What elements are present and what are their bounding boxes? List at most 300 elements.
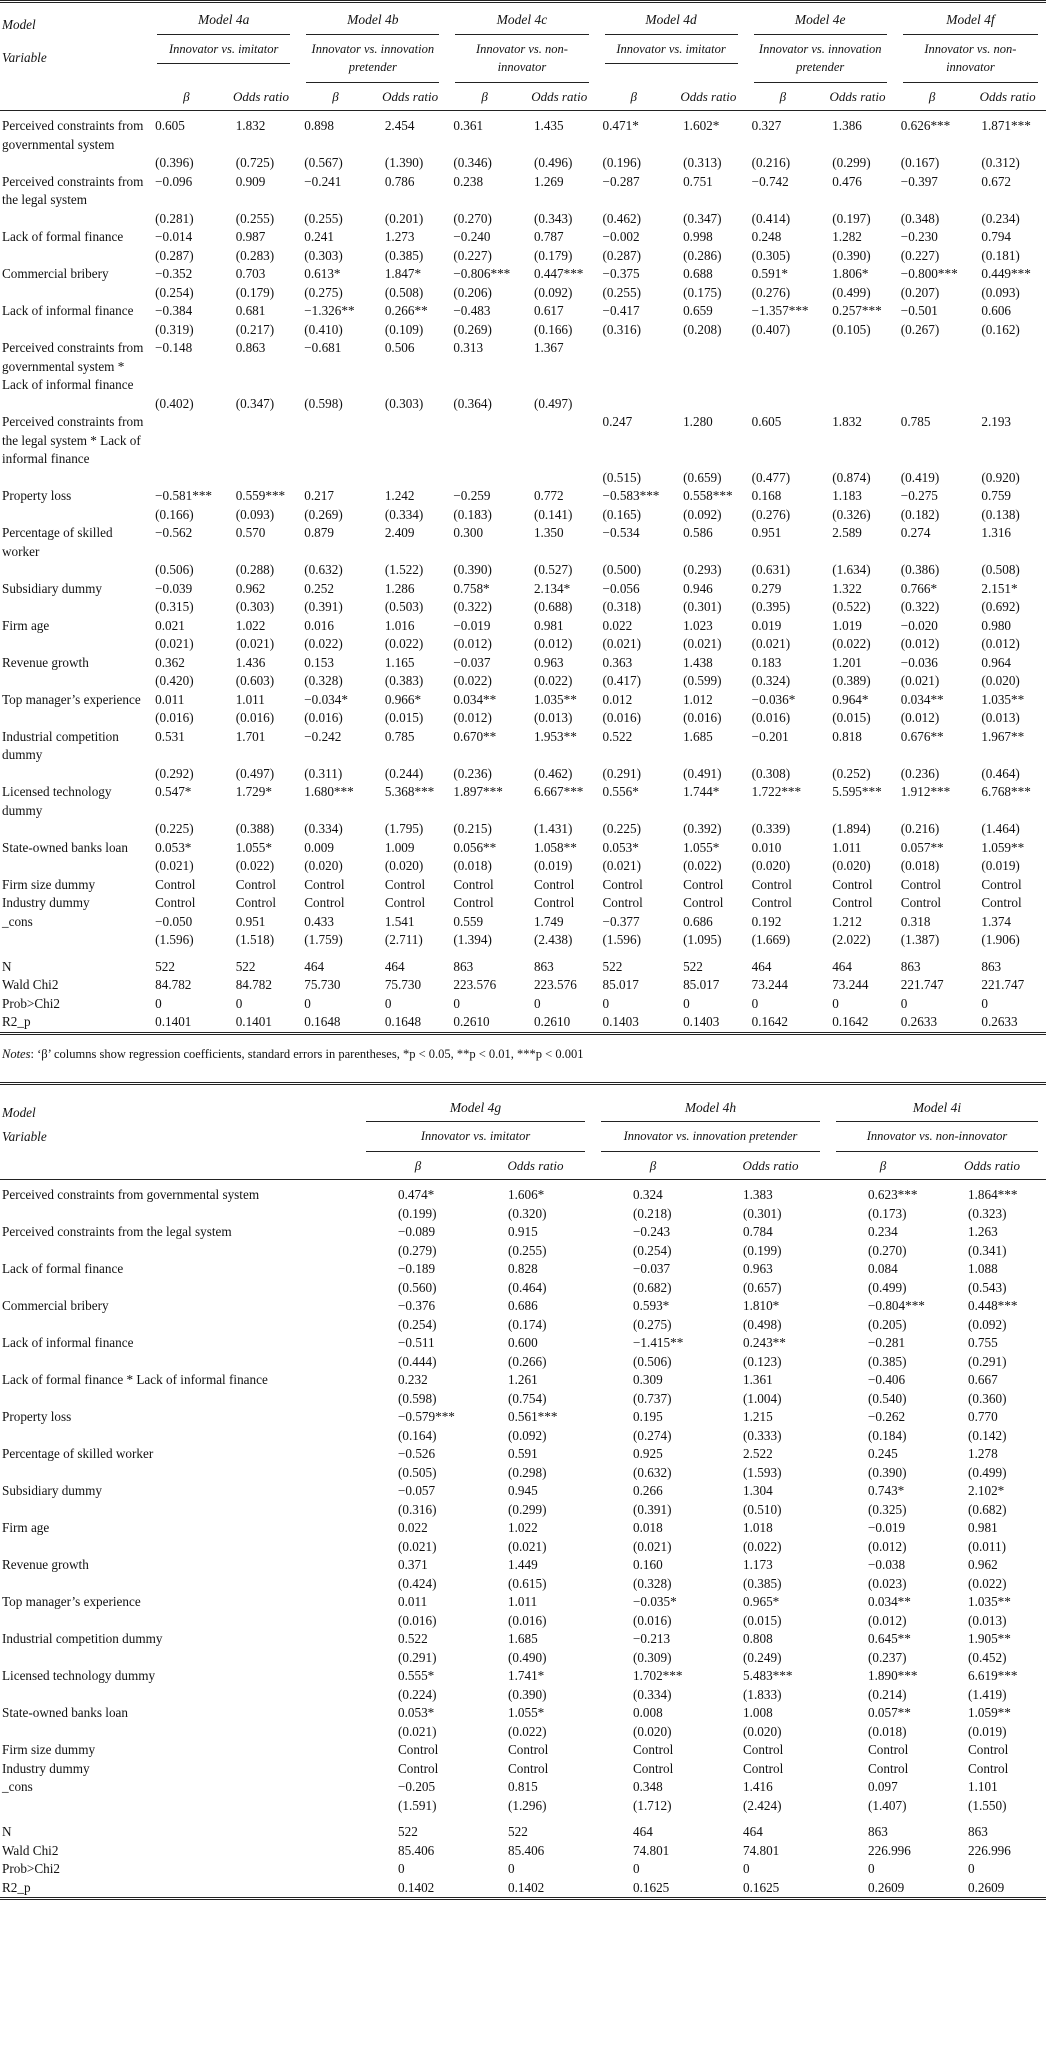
standard-error-value: (0.013) (981, 710, 1020, 725)
coefficient-row (0, 580, 1046, 599)
standard-error-value: (0.012) (868, 1612, 907, 1628)
coefficient-row (0, 1667, 1046, 1686)
statistic-value: 0 (868, 1861, 875, 1876)
coefficient-value: 0.447*** (533, 266, 584, 281)
statistic-value: 0.1401 (155, 1014, 192, 1029)
coefficient-value: −0.581*** (155, 488, 213, 503)
coefficient-value: −0.243 (633, 1224, 671, 1239)
standard-error-value: (0.343) (533, 210, 573, 226)
coefficient-value: Control (235, 876, 276, 892)
standard-error-value: (0.182) (900, 506, 940, 522)
stub-empty (0, 1723, 358, 1742)
standard-error-value: (0.018) (900, 858, 940, 873)
model-statistic-row (0, 1842, 1046, 1861)
variable-label: State-owned banks loan (2, 1705, 128, 1720)
coefficient-value: Control (868, 1760, 909, 1776)
standard-error-value: (0.328) (633, 1575, 672, 1591)
standard-error-value: (0.179) (235, 284, 275, 300)
coefficient-value: 0.555* (398, 1668, 435, 1683)
standard-error-value: (0.015) (832, 710, 871, 725)
standard-error-value: (1.906) (981, 932, 1020, 947)
statistic-value: 522 (683, 958, 703, 974)
statistic-value: 0.1625 (743, 1879, 780, 1895)
standard-error-row (0, 1242, 1046, 1261)
standard-error-value: (1.431) (533, 821, 573, 836)
beta-column-header: β (746, 83, 821, 111)
stub-empty (0, 395, 149, 414)
coefficient-value: 1.035** (981, 691, 1025, 707)
statistic-value: 0 (900, 995, 908, 1011)
coefficient-value: 6.667*** (533, 784, 584, 799)
coefficient-value: −0.579*** (398, 1409, 455, 1424)
coefficient-value: 0.053* (602, 839, 639, 855)
standard-error-value: (0.217) (235, 321, 275, 337)
coefficient-value: 0.606 (981, 303, 1012, 318)
model-header (828, 1083, 1046, 1122)
standard-error-value: (0.164) (398, 1427, 437, 1443)
model-name: Model 4e (754, 11, 887, 35)
coefficient-row (0, 1445, 1046, 1464)
comparison-label: Innovator vs. imitator (605, 35, 738, 65)
statistic-value: 522 (235, 958, 256, 974)
standard-error-value: (0.165) (602, 506, 641, 522)
standard-error-value: (0.631) (751, 562, 791, 577)
coefficient-value (895, 339, 970, 395)
standard-error-value: (1.795) (384, 821, 424, 836)
coefficient-value: Control (683, 876, 724, 892)
standard-error-value: (0.301) (683, 599, 722, 614)
coefficient-value (149, 413, 224, 469)
standard-error-value: (0.021) (602, 636, 641, 651)
standard-error-value: (0.388) (235, 821, 275, 836)
standard-error-value: (0.301) (743, 1205, 782, 1221)
standard-error-value: (0.092) (968, 1316, 1007, 1332)
coefficient-value: −0.804*** (868, 1298, 925, 1313)
statistic-value: 84.782 (155, 977, 192, 992)
coefficient-value: −0.035* (633, 1594, 677, 1609)
standard-error-value: (0.657) (743, 1279, 782, 1295)
coefficient-value: Control (633, 1760, 674, 1776)
statistic-value: 85.017 (602, 977, 639, 992)
standard-error-value: (0.510) (743, 1501, 782, 1517)
coefficient-value: 1.201 (832, 654, 862, 670)
statistic-value: 0.2609 (968, 1879, 1005, 1895)
standard-error-value: (0.183) (453, 506, 492, 522)
standard-error-value: (0.385) (384, 247, 424, 263)
standard-error-value: (1.669) (751, 932, 791, 947)
variable-label: Lack of informal finance (2, 1335, 134, 1350)
model-header (593, 1083, 828, 1122)
coefficient-value: 1.374 (981, 913, 1012, 929)
statistic-value: 522 (398, 1824, 418, 1839)
standard-error-value: (0.598) (304, 395, 343, 411)
coefficient-row (0, 894, 1046, 913)
standard-error-value: (0.020) (633, 1723, 672, 1739)
coefficient-row (0, 876, 1046, 895)
stub-empty (0, 1464, 358, 1483)
statistic-value: 75.730 (304, 977, 341, 992)
standard-error-value: (0.021) (235, 636, 275, 651)
coefficient-value: 0.021 (155, 617, 185, 633)
coefficient-value: −0.037 (453, 654, 491, 670)
coefficient-value: −0.038 (868, 1557, 906, 1572)
coefficient-row (0, 839, 1046, 858)
standard-error-value: (0.175) (683, 284, 722, 300)
statistic-label: Wald Chi2 (2, 1842, 59, 1858)
variable-label: Top manager’s experience (2, 1594, 141, 1609)
coefficient-value: −0.583*** (602, 488, 660, 503)
standard-error-value: (0.390) (453, 562, 492, 577)
standard-error-value: (0.015) (743, 1612, 782, 1628)
coefficient-value: 1.101 (968, 1779, 998, 1794)
standard-error-value: (0.303) (304, 247, 343, 263)
standard-error-value: (0.013) (533, 710, 573, 725)
stub-empty (0, 210, 149, 229)
odds-ratio-column-header: Odds ratio (969, 83, 1046, 111)
statistic-value: 0 (981, 995, 988, 1011)
statistic-value: 226.996 (968, 1842, 1011, 1858)
statistic-value: 0 (968, 1861, 975, 1876)
statistic-value: 223.576 (533, 977, 577, 992)
standard-error-value: (0.255) (304, 210, 343, 226)
coefficient-value: 1.685 (683, 728, 713, 744)
coefficient-value: −0.562 (155, 525, 193, 540)
coefficient-value: 0.232 (398, 1372, 428, 1387)
coefficient-value: 1.088 (968, 1261, 998, 1276)
coefficient-value: 0.506 (384, 340, 415, 355)
coefficient-value: 2.102* (968, 1483, 1005, 1498)
model-name: Model 4c (455, 11, 588, 35)
coefficient-value: 0.600 (508, 1335, 538, 1350)
model-header (746, 2, 895, 35)
coefficient-row (0, 524, 1046, 561)
coefficient-value: 0.863 (235, 340, 266, 355)
coefficient-value: 0.243** (743, 1335, 786, 1350)
statistic-value: 85.406 (398, 1842, 435, 1858)
coefficient-value: 1.173 (743, 1557, 773, 1572)
coefficient-value (671, 339, 746, 395)
coefficient-value: 0.018 (633, 1520, 663, 1535)
standard-error-value: (0.515) (602, 469, 641, 485)
standard-error-value: (0.498) (743, 1316, 782, 1332)
standard-error-value: (0.328) (304, 673, 343, 688)
coefficient-value: 0.755 (968, 1335, 998, 1350)
standard-error-value: (0.218) (633, 1205, 672, 1221)
coefficient-value: 1.278 (968, 1446, 998, 1461)
standard-error-value: (0.092) (508, 1427, 547, 1443)
odds-ratio-column-header: Odds ratio (820, 83, 895, 111)
coefficient-value: −0.050 (155, 913, 193, 929)
standard-error-value: (0.141) (533, 506, 573, 522)
coefficient-value: −0.384 (155, 303, 193, 318)
standard-error-value: (0.021) (155, 858, 194, 873)
standard-error-value: (0.022) (968, 1575, 1007, 1591)
model-header (298, 2, 447, 35)
coefficient-value: 0.962 (968, 1557, 998, 1572)
model-statistic-row (0, 950, 1046, 977)
variable-label: Firm age (2, 1520, 50, 1535)
standard-error-value (969, 395, 1046, 414)
beta-column-header: β (298, 83, 373, 111)
model-statistic-row (0, 1815, 1046, 1842)
coefficient-value: 1.416 (743, 1779, 773, 1794)
statistic-value: 0.1642 (751, 1014, 788, 1029)
coefficient-row (0, 1593, 1046, 1612)
standard-error-row (0, 598, 1046, 617)
standard-error-value: (0.316) (602, 321, 641, 337)
coefficient-value: 0.963 (743, 1261, 773, 1276)
coefficient-value: −0.376 (398, 1298, 436, 1313)
standard-error-value: (0.022) (384, 636, 424, 651)
statistic-value: 223.576 (453, 977, 497, 992)
standard-error-value: (0.420) (155, 673, 194, 688)
standard-error-value (820, 395, 895, 414)
statistic-value: 464 (743, 1824, 763, 1839)
standard-error-value: (0.291) (398, 1649, 437, 1665)
stub-empty (0, 1538, 358, 1557)
coefficient-value: Control (398, 1742, 439, 1757)
coefficient-value: 0.266 (633, 1483, 663, 1498)
stub-model-label: Model (2, 1104, 36, 1120)
standard-error-value: (0.682) (968, 1501, 1007, 1517)
standard-error-value: (0.020) (832, 858, 871, 873)
standard-error-value: (0.389) (832, 673, 871, 688)
coefficient-value: 0.558*** (683, 488, 733, 503)
standard-error-value: (0.692) (981, 599, 1020, 614)
standard-error-row (0, 321, 1046, 340)
coefficient-value: 0.474* (398, 1187, 435, 1202)
coefficient-value: 0.770 (968, 1409, 998, 1424)
coefficient-value: 0.645** (868, 1631, 911, 1646)
standard-error-value: (0.020) (743, 1723, 782, 1739)
coefficient-value: 0.531 (155, 728, 185, 744)
statistic-value: 863 (868, 1824, 888, 1839)
standard-error-value: (1.550) (968, 1797, 1007, 1813)
stub-empty (0, 1797, 358, 1816)
coefficient-value: Control (453, 895, 494, 910)
standard-error-value: (0.464) (508, 1279, 547, 1295)
variable-label: Industry dummy (2, 1760, 90, 1776)
standard-error-value: (0.216) (900, 821, 940, 836)
coefficient-value: Control (900, 895, 942, 910)
statistic-value: 522 (155, 958, 175, 974)
coefficient-value: 1.058** (533, 839, 577, 855)
coefficient-value: 1.953** (533, 728, 577, 744)
statistic-value: 863 (968, 1824, 988, 1839)
header-row-models (0, 1083, 1046, 1122)
standard-error-row (0, 1279, 1046, 1298)
comparison-header (746, 35, 895, 83)
standard-error-row (0, 1501, 1046, 1520)
standard-error-value: (0.754) (508, 1390, 547, 1406)
coefficient-value: Control (743, 1760, 784, 1776)
coefficient-value: 0.759 (981, 488, 1012, 503)
coefficient-value: −0.275 (900, 488, 938, 503)
standard-error-value: (0.312) (981, 155, 1020, 170)
stub-empty (0, 561, 149, 580)
variable-label: _cons (2, 913, 33, 929)
coefficient-value: 1.215 (743, 1409, 773, 1424)
standard-error-row (0, 765, 1046, 784)
standard-error-value: (0.281) (155, 210, 194, 226)
statistic-value: 0 (533, 995, 541, 1011)
coefficient-value: 1.680*** (304, 784, 354, 799)
model-header (597, 2, 746, 35)
standard-error-value: (0.021) (508, 1538, 547, 1554)
coefficient-value: 0.547* (155, 784, 192, 799)
statistic-value: 84.782 (235, 977, 272, 992)
coefficient-value: −0.526 (398, 1446, 436, 1461)
statistic-value: 0.1625 (633, 1879, 670, 1895)
standard-error-value: (0.322) (900, 599, 940, 614)
coefficient-value: 1.322 (832, 580, 862, 596)
coefficient-value: 0.448*** (968, 1298, 1018, 1313)
standard-error-value: (0.162) (981, 321, 1020, 337)
coefficient-value: 2.134* (533, 580, 571, 596)
coefficient-value: Control (968, 1742, 1009, 1757)
coefficient-value: 0.591* (751, 266, 788, 281)
standard-error-value: (2.711) (384, 932, 423, 947)
standard-error-value: (0.305) (751, 247, 791, 263)
coefficient-value: 5.595*** (832, 784, 882, 799)
standard-error-value: (0.275) (633, 1316, 672, 1332)
standard-error-value: (0.333) (743, 1427, 782, 1443)
coefficient-value: 1.871*** (981, 118, 1031, 133)
standard-error-value: (0.444) (398, 1353, 437, 1369)
statistic-value: 0.2610 (533, 1014, 571, 1029)
standard-error-value: (0.138) (981, 506, 1020, 522)
coefficient-value: 1.059** (981, 839, 1025, 855)
standard-error-value: (0.275) (304, 284, 343, 300)
standard-error-value: (0.659) (683, 469, 722, 485)
coefficient-value: −0.057 (398, 1483, 436, 1498)
standard-error-row (0, 210, 1046, 229)
coefficient-value: 1.269 (533, 173, 564, 189)
standard-error-value: (0.270) (453, 210, 492, 226)
coefficient-value: 1.011 (832, 839, 862, 855)
statistic-value: 74.801 (743, 1842, 780, 1858)
coefficient-value: 1.912*** (900, 784, 951, 799)
coefficient-value: Control (602, 876, 643, 892)
coefficient-value: 0.898 (304, 118, 334, 133)
standard-error-value: (0.603) (235, 673, 275, 688)
coefficient-row (0, 1760, 1046, 1779)
coefficient-value: 0.053* (398, 1705, 435, 1720)
coefficient-value: 0.010 (751, 839, 782, 855)
standard-error-value: (0.391) (633, 1501, 672, 1517)
standard-error-value: (1.387) (900, 932, 940, 947)
standard-error-value (597, 395, 672, 414)
coefficient-value: −0.352 (155, 266, 193, 281)
standard-error-value: (0.324) (751, 673, 791, 688)
statistic-value: 0.1402 (508, 1879, 545, 1895)
standard-error-value: (0.021) (602, 858, 641, 873)
coefficient-row (0, 783, 1046, 820)
coefficient-value: 1.055* (508, 1705, 545, 1720)
coefficient-value: −0.262 (868, 1409, 906, 1424)
standard-error-value: (0.364) (453, 395, 492, 411)
coefficient-value: 0.786 (384, 173, 415, 189)
standard-error-value: (0.022) (832, 636, 871, 651)
coefficient-value: 5.368*** (384, 784, 435, 799)
coefficient-value: 0.808 (743, 1631, 773, 1646)
standard-error-value: (1.518) (235, 932, 275, 947)
standard-error-value: (0.215) (453, 821, 492, 836)
standard-error-value: (0.011) (968, 1538, 1006, 1554)
standard-error-value: (0.016) (398, 1612, 437, 1628)
variable-label: Revenue growth (2, 1557, 89, 1572)
statistic-label: Prob>Chi2 (2, 1861, 60, 1876)
standard-error-value: (0.276) (751, 506, 791, 522)
stub-empty (0, 83, 149, 111)
standard-error-row (0, 1205, 1046, 1224)
standard-error-row (0, 709, 1046, 728)
coefficient-value: 0.192 (751, 913, 782, 929)
coefficient-value: 2.589 (832, 525, 862, 540)
standard-error-value: (1.407) (868, 1797, 907, 1813)
standard-error-value: (0.874) (832, 469, 871, 485)
odds-ratio-column-header: Odds ratio (522, 83, 597, 111)
coefficient-value: −0.019 (453, 617, 491, 633)
coefficient-row (0, 339, 1046, 395)
coefficient-value: 0.556* (602, 784, 639, 799)
coefficient-value: 0.183 (751, 654, 782, 670)
statistic-label: N (2, 958, 12, 974)
coefficient-value: 6.619*** (968, 1668, 1018, 1683)
coefficient-value: 0.743* (868, 1483, 905, 1498)
statistic-value: 863 (981, 958, 1002, 974)
standard-error-value: (1.759) (304, 932, 343, 947)
standard-error-value: (0.303) (235, 599, 275, 614)
statistic-value: 0.2633 (981, 1014, 1018, 1029)
statistic-value: 0.2609 (868, 1879, 905, 1895)
variable-label: Industrial competition dummy (2, 728, 119, 762)
statistic-label: N (2, 1824, 12, 1839)
stub-empty (0, 1575, 358, 1594)
standard-error-value: (0.016) (155, 710, 194, 725)
coefficient-value: −0.483 (453, 303, 491, 318)
standard-error-value: (0.267) (900, 321, 940, 337)
stub-variable-label: Variable (2, 1128, 47, 1144)
stub-empty (0, 321, 149, 340)
coefficient-value: −0.036* (751, 691, 796, 707)
standard-error-value: (0.142) (968, 1427, 1007, 1443)
standard-error-value: (1.419) (968, 1686, 1007, 1702)
coefficient-value: Control (508, 1742, 549, 1757)
statistic-value: 221.747 (981, 977, 1025, 992)
standard-error-value: (0.567) (304, 155, 343, 170)
coefficient-value: 0.084 (868, 1261, 898, 1276)
standard-error-value: (0.506) (155, 562, 194, 577)
statistic-value: 0 (304, 995, 311, 1011)
coefficient-value: −0.281 (868, 1335, 906, 1350)
coefficient-value: −0.034* (304, 691, 348, 707)
variable-label: Property loss (2, 488, 72, 503)
standard-error-value: (0.252) (832, 765, 871, 781)
standard-error-value: (0.021) (683, 636, 722, 651)
coefficient-value: 0.593* (633, 1298, 670, 1313)
coefficient-value: 0.617 (533, 303, 564, 318)
standard-error-value: (1.712) (633, 1797, 672, 1813)
header-row-statistics (0, 1152, 1046, 1180)
standard-error-row (0, 1797, 1046, 1816)
standard-error-row (0, 1464, 1046, 1483)
comparison-header (298, 35, 447, 83)
coefficient-value: 0.034** (453, 691, 497, 707)
coefficient-value: Control (832, 895, 873, 910)
coefficient-value: 0.561*** (508, 1409, 558, 1424)
coefficient-row (0, 1556, 1046, 1575)
